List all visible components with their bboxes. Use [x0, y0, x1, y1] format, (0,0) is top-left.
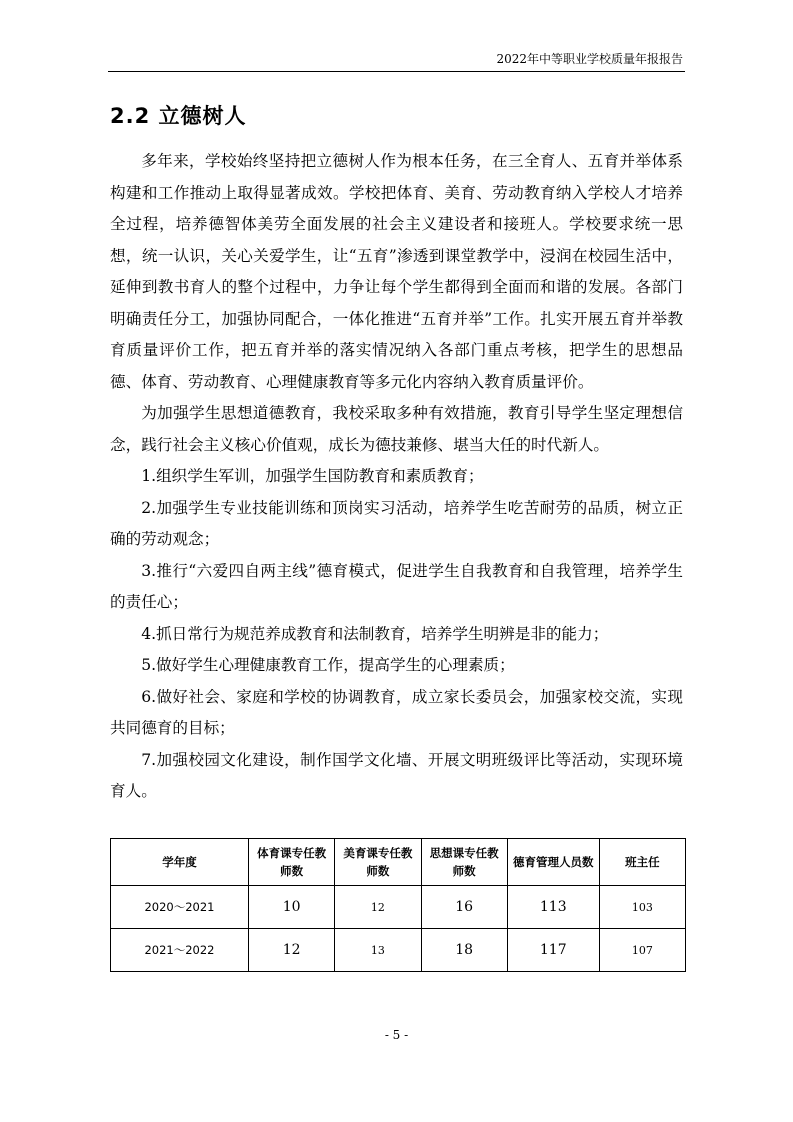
page-header-title: 2022年中等职业学校质量年报报告	[496, 52, 683, 66]
table-cell: 10	[249, 886, 335, 929]
section-body	[110, 146, 683, 808]
list-item: 2.加强学生专业技能训练和顶岗实习活动，培养学生吃苦耐劳的品质，树立正确的劳动观念；	[110, 498, 683, 548]
column-header: 学年度	[111, 839, 249, 886]
list-item: 6.做好社会、家庭和学校的协调教育，成立家长委员会，加强家校交流，实现共同德育的目标；	[110, 687, 683, 737]
table-cell: 18	[421, 929, 507, 972]
column-header: 班主任	[599, 839, 685, 886]
list-item: 3.推行“六爱四自两主线”德育模式，促进学生自我教育和自我管理，培养学生的责任心；	[110, 561, 683, 611]
list-item: 5.做好学生心理健康教育工作，提高学生的心理素质；	[141, 656, 515, 674]
column-header: 体育课专任教师数	[249, 839, 335, 886]
table-cell: 103	[599, 886, 685, 929]
list-item: 4.抓日常行为规范养成教育和法制教育，培养学生明辨是非的能力；	[141, 624, 609, 643]
table-cell: 117	[507, 929, 599, 972]
list-item: 7.加强校园文化建设，制作国学文化墙、开展文明班级评比等活动，实现环境育人。	[110, 750, 683, 800]
table-cell: 16	[421, 886, 507, 929]
table-cell: 12	[335, 886, 421, 929]
column-header: 美育课专任教师数	[335, 839, 421, 886]
paragraph: 为加强学生思想道德教育，我校采取多种有效措施，教育引导学生坚定理想信念，践行社会主义核心价值观，成长为德技兼修、堪当大任的时代新人。	[110, 404, 683, 454]
table-row	[111, 929, 686, 972]
paragraph: 多年来，学校始终坚持把立德树人作为根本任务，在三全育人、五育并举体系构建和工作推动上取得显著成效。学校把体育、美育、劳动教育纳入学校人才培养全过程，培养德智体美劳全面发展的社会主义建设者和接班人。学校要求统一思想，统一认识，关心关爱学生，让“五育”渗透到课堂教学中，浸润在校园生活中，延伸到教书育人的整个过程中，力争让每个学生都得到全面而和谐的发展。各部门明确责任分工，加强协同配合，一体化推进“五育并举”工作。扎实开展五育并举教育质量评价工作，把五育并举的落实情况纳入各部门重点考核，把学生的思想品德、体育、劳动教育、心理健康教育等多元化内容纳入教育质量评价。	[110, 152, 683, 391]
table-cell: 12	[249, 929, 335, 972]
table-row	[111, 886, 686, 929]
table-cell: 13	[335, 929, 421, 972]
column-header: 德育管理人员数	[507, 839, 599, 886]
section-heading: 2.2 立德树人	[110, 104, 247, 128]
table-header-row	[111, 839, 686, 886]
column-header: 思想课专任教师数	[421, 839, 507, 886]
header-divider	[108, 71, 685, 72]
table-cell: 107	[599, 929, 685, 972]
table-cell: 2020～2021	[111, 886, 249, 929]
list-item: 1.组织学生军训，加强学生国防教育和素质教育；	[141, 467, 484, 485]
teacher-statistics-table	[110, 838, 686, 972]
table-cell: 113	[507, 886, 599, 929]
table-cell: 2021～2022	[111, 929, 249, 972]
page-number: - 5 -	[384, 1028, 409, 1042]
